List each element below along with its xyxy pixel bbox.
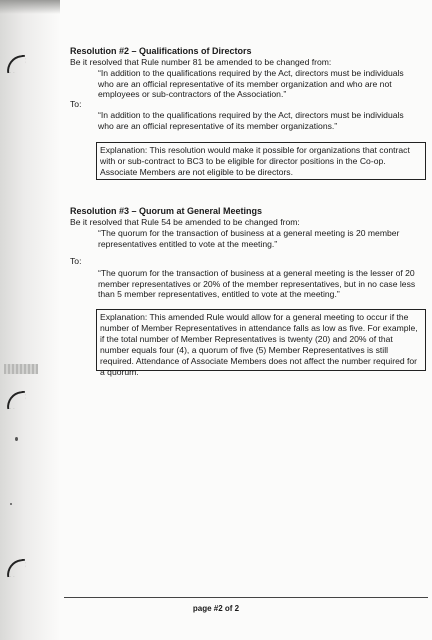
resolution-2-intro: Be it resolved that Rule number 81 be amended to be changed from: [70,57,332,67]
footer-divider [64,597,428,598]
scan-speck [10,503,12,505]
resolution-3-to-text: “The quorum for the transaction of business at a general meeting is the lesser of 20 member representatives or 20% of the member representatives, but in no case less than 5 member representatives, entitled to vote at the meeting.” [98,268,416,299]
resolution-3-from-text: “The quorum for the transaction of business at a general meeting is 20 member representatives entitled to vote at the meeting.” [98,228,400,249]
resolution-2-to-label: To: [70,99,82,109]
resolution-2-explanation-box: Explanation: This resolution would make it possible for organizations that contract with or sub-contract to BC3 to be eligible for director positions in the Co-op. Associate Members are not eligible to be directors. [96,142,426,180]
scan-corner-shadow [0,0,60,14]
resolution-2-heading: Resolution #2 – Qualifications of Directors [70,46,252,56]
resolution-3-intro: Be it resolved that Rule 54 be amended to be changed from: [70,217,300,227]
scan-artifact [4,364,38,374]
resolution-3-to-label: To: [70,256,82,266]
page-number: page #2 of 2 [192,604,240,613]
resolution-2-from-text: “In addition to the qualifications required by the Act, directors must be individuals who are an official representative of its member organization and who are not employees or sub-contractors of the Association.” [98,68,404,99]
scan-margin-shadow [0,0,60,640]
resolution-3-heading: Resolution #3 – Quorum at General Meetings [70,206,263,216]
resolution-3-explanation-box: Explanation: This amended Rule would allow for a general meeting to occur if the number of Member Representatives in attendance falls as low as five. For example, if the total number of Member Representatives is twenty (20) and 20% of that number equals four (4), a quorum of five (5) Member Representatives is still required. Attendance of Associate Members does not affect the number required for a quorum. [96,309,426,371]
resolution-2-to-text: “In addition to the qualifications required by the Act, directors must be individuals who are an official representative of its member organizations.” [98,110,404,131]
scan-speck [15,437,18,441]
